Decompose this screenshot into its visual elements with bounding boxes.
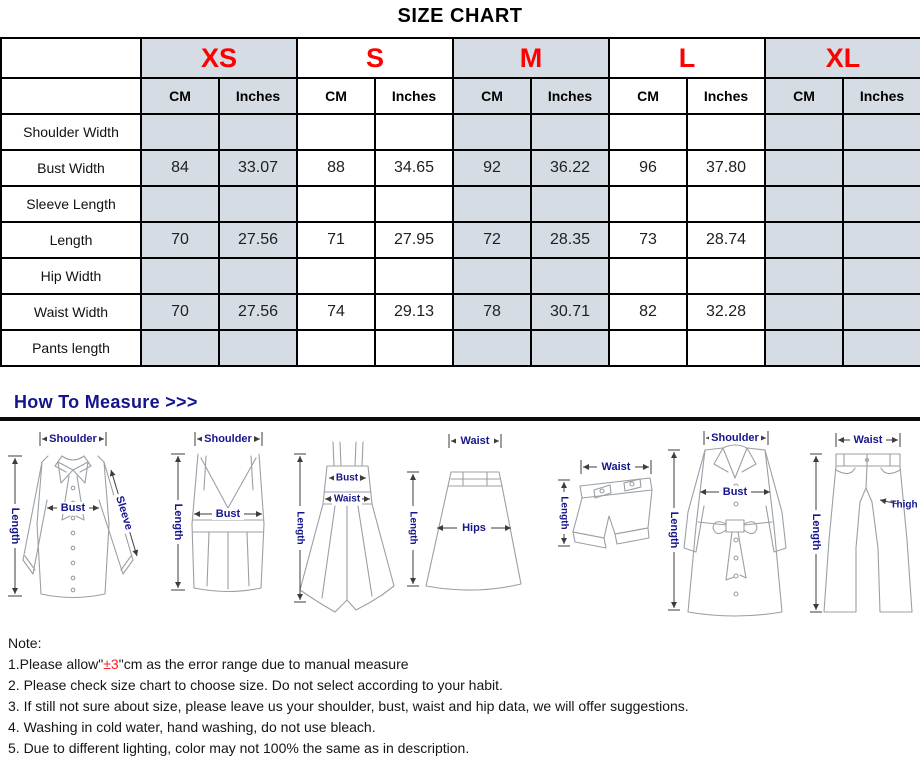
table-cell: 92 xyxy=(453,150,531,186)
table-cell: 28.74 xyxy=(687,222,765,258)
table-cell xyxy=(843,222,920,258)
how-to-measure-heading: How To Measure >>> xyxy=(14,392,198,412)
table-cell xyxy=(843,150,920,186)
table-cell xyxy=(219,258,297,294)
table-cell: 30.71 xyxy=(531,294,609,330)
unit-header-row xyxy=(1,78,920,114)
table-row xyxy=(1,186,920,222)
dimension-lines xyxy=(558,460,651,546)
table-row xyxy=(1,222,920,258)
tank-length-label: Length xyxy=(172,503,184,541)
unit-header: Inches xyxy=(375,78,453,114)
size-header-s: S xyxy=(297,38,453,78)
garment-outline xyxy=(192,454,264,592)
dress-bust-label: Bust xyxy=(335,472,359,484)
table-cell xyxy=(141,114,219,150)
unit-header: Inches xyxy=(531,78,609,114)
table-cell xyxy=(531,114,609,150)
row-label: Shoulder Width xyxy=(1,114,141,150)
table-cell xyxy=(609,186,687,222)
table-cell xyxy=(843,294,920,330)
table-cell xyxy=(219,330,297,366)
note-line-1 xyxy=(8,654,913,675)
row-label: Pants length xyxy=(1,330,141,366)
pants-length-label: Length xyxy=(810,513,822,551)
table-cell xyxy=(375,186,453,222)
garment-tank-top-diagram xyxy=(165,428,290,628)
table-cell xyxy=(453,114,531,150)
shorts-waist-label: Waist xyxy=(601,461,631,473)
table-cell: 34.65 xyxy=(375,150,453,186)
blouse-sleeve-label: Sleeve xyxy=(113,494,135,532)
garment-outline xyxy=(300,442,394,612)
pants-thigh-label: Thigh xyxy=(890,499,918,511)
table-row xyxy=(1,114,920,150)
table-cell xyxy=(219,114,297,150)
dress-length-label: Length xyxy=(294,511,306,545)
size-header-l: L xyxy=(609,38,765,78)
garment-outline xyxy=(684,445,786,616)
coat-shoulder-label: Shoulder xyxy=(711,432,759,444)
garment-shorts-diagram xyxy=(540,428,660,628)
table-cell: 27.56 xyxy=(219,222,297,258)
blouse-length-label: Length xyxy=(9,507,21,545)
row-label: Bust Width xyxy=(1,150,141,186)
unit-header: CM xyxy=(609,78,687,114)
table-cell: 70 xyxy=(141,294,219,330)
table-cell xyxy=(609,330,687,366)
table-cell: 84 xyxy=(141,150,219,186)
table-cell xyxy=(765,114,843,150)
table-cell xyxy=(843,114,920,150)
garment-skirt-diagram xyxy=(405,428,540,628)
size-header-row xyxy=(1,38,920,78)
blouse-bust-label: Bust xyxy=(60,502,86,514)
table-cell xyxy=(687,186,765,222)
table-cell xyxy=(141,330,219,366)
garment-outline xyxy=(824,454,912,612)
table-cell xyxy=(609,258,687,294)
table-cell xyxy=(375,258,453,294)
size-header-xl: XL xyxy=(765,38,920,78)
dimension-lines xyxy=(8,432,137,596)
unit-header: Inches xyxy=(687,78,765,114)
garment-blouse-diagram xyxy=(0,428,165,628)
table-cell: 73 xyxy=(609,222,687,258)
note-heading: Note: xyxy=(8,635,42,651)
table-cell xyxy=(141,258,219,294)
table-cell xyxy=(297,330,375,366)
row-label: Waist Width xyxy=(1,294,141,330)
table-cell: 29.13 xyxy=(375,294,453,330)
table-cell: 88 xyxy=(297,150,375,186)
dimension-lines xyxy=(668,431,770,610)
corner-cell xyxy=(1,38,141,78)
table-cell xyxy=(765,330,843,366)
garment-outline xyxy=(573,478,652,548)
row-label: Sleeve Length xyxy=(1,186,141,222)
table-cell xyxy=(453,186,531,222)
garment-pants-diagram xyxy=(800,428,920,628)
dress-waist-label: Waist xyxy=(333,493,361,505)
table-cell: 27.95 xyxy=(375,222,453,258)
table-cell: 70 xyxy=(141,222,219,258)
table-cell xyxy=(297,258,375,294)
section-divider xyxy=(0,417,920,421)
garment-coat-diagram xyxy=(660,428,800,628)
garment-outline xyxy=(23,456,133,598)
table-cell xyxy=(375,330,453,366)
note-line-4: 4. Washing in cold water, hand washing, do not use bleach. xyxy=(8,719,376,735)
table-cell xyxy=(453,258,531,294)
corner-cell xyxy=(1,78,141,114)
table-cell xyxy=(531,186,609,222)
note-line-3: 3. If still not sure about size, please leave us your shoulder, bust, waist and hip data, we will offer suggestions. xyxy=(8,698,689,714)
blouse-shoulder-label: Shoulder xyxy=(49,433,97,445)
table-cell xyxy=(765,186,843,222)
table-cell xyxy=(375,114,453,150)
how-to-measure-diagrams xyxy=(0,428,920,633)
table-cell xyxy=(843,258,920,294)
table-cell: 78 xyxy=(453,294,531,330)
table-cell: 32.28 xyxy=(687,294,765,330)
table-cell xyxy=(531,258,609,294)
table-row xyxy=(1,258,920,294)
table-cell: 27.56 xyxy=(219,294,297,330)
table-cell: 72 xyxy=(453,222,531,258)
unit-header: CM xyxy=(297,78,375,114)
note-line-1-tolerance: ±3 xyxy=(103,656,119,672)
page-title: SIZE CHART xyxy=(397,5,523,27)
tank-bust-label: Bust xyxy=(215,508,241,520)
table-cell xyxy=(687,258,765,294)
table-row xyxy=(1,150,920,186)
table-cell xyxy=(765,258,843,294)
coat-bust-label: Bust xyxy=(722,486,748,498)
table-cell xyxy=(609,114,687,150)
pants-waist-label: Waist xyxy=(853,434,883,446)
note-line-1-prefix: 1.Please allow" xyxy=(8,656,104,672)
table-cell xyxy=(843,186,920,222)
table-cell xyxy=(141,186,219,222)
note-line-5: 5. Due to different lighting, color may not 100% the same as in description. xyxy=(8,740,470,756)
note-line-2: 2. Please check size chart to choose size. Do not select according to your habit. xyxy=(8,677,503,693)
table-cell: 28.35 xyxy=(531,222,609,258)
unit-header: CM xyxy=(453,78,531,114)
dimension-lines xyxy=(407,434,511,586)
table-cell xyxy=(765,294,843,330)
table-cell xyxy=(531,330,609,366)
garment-dress-diagram xyxy=(290,428,405,628)
skirt-waist-label: Waist xyxy=(460,435,490,447)
table-cell xyxy=(765,222,843,258)
table-cell xyxy=(765,150,843,186)
unit-header: CM xyxy=(765,78,843,114)
table-cell xyxy=(297,114,375,150)
notes-section xyxy=(8,633,913,759)
unit-header: Inches xyxy=(843,78,920,114)
table-row xyxy=(1,330,920,366)
row-label: Hip Width xyxy=(1,258,141,294)
table-cell: 96 xyxy=(609,150,687,186)
size-header-m: M xyxy=(453,38,609,78)
table-cell xyxy=(843,330,920,366)
table-cell: 74 xyxy=(297,294,375,330)
table-cell: 82 xyxy=(609,294,687,330)
skirt-length-label: Length xyxy=(407,511,419,545)
unit-header: CM xyxy=(141,78,219,114)
row-label: Length xyxy=(1,222,141,258)
shorts-length-label: Length xyxy=(558,496,570,530)
tank-shoulder-label: Shoulder xyxy=(204,433,252,445)
size-chart-table xyxy=(0,37,920,367)
table-cell: 33.07 xyxy=(219,150,297,186)
coat-length-label: Length xyxy=(668,511,680,549)
table-cell xyxy=(687,330,765,366)
table-cell xyxy=(297,186,375,222)
skirt-hips-label: Hips xyxy=(462,522,486,534)
table-cell xyxy=(219,186,297,222)
note-line-1-suffix: "cm as the error range due to manual measure xyxy=(118,656,409,672)
table-row xyxy=(1,294,920,330)
table-cell: 37.80 xyxy=(687,150,765,186)
table-cell xyxy=(453,330,531,366)
unit-header: Inches xyxy=(219,78,297,114)
table-cell: 71 xyxy=(297,222,375,258)
table-cell: 36.22 xyxy=(531,150,609,186)
size-header-xs: XS xyxy=(141,38,297,78)
table-cell xyxy=(687,114,765,150)
